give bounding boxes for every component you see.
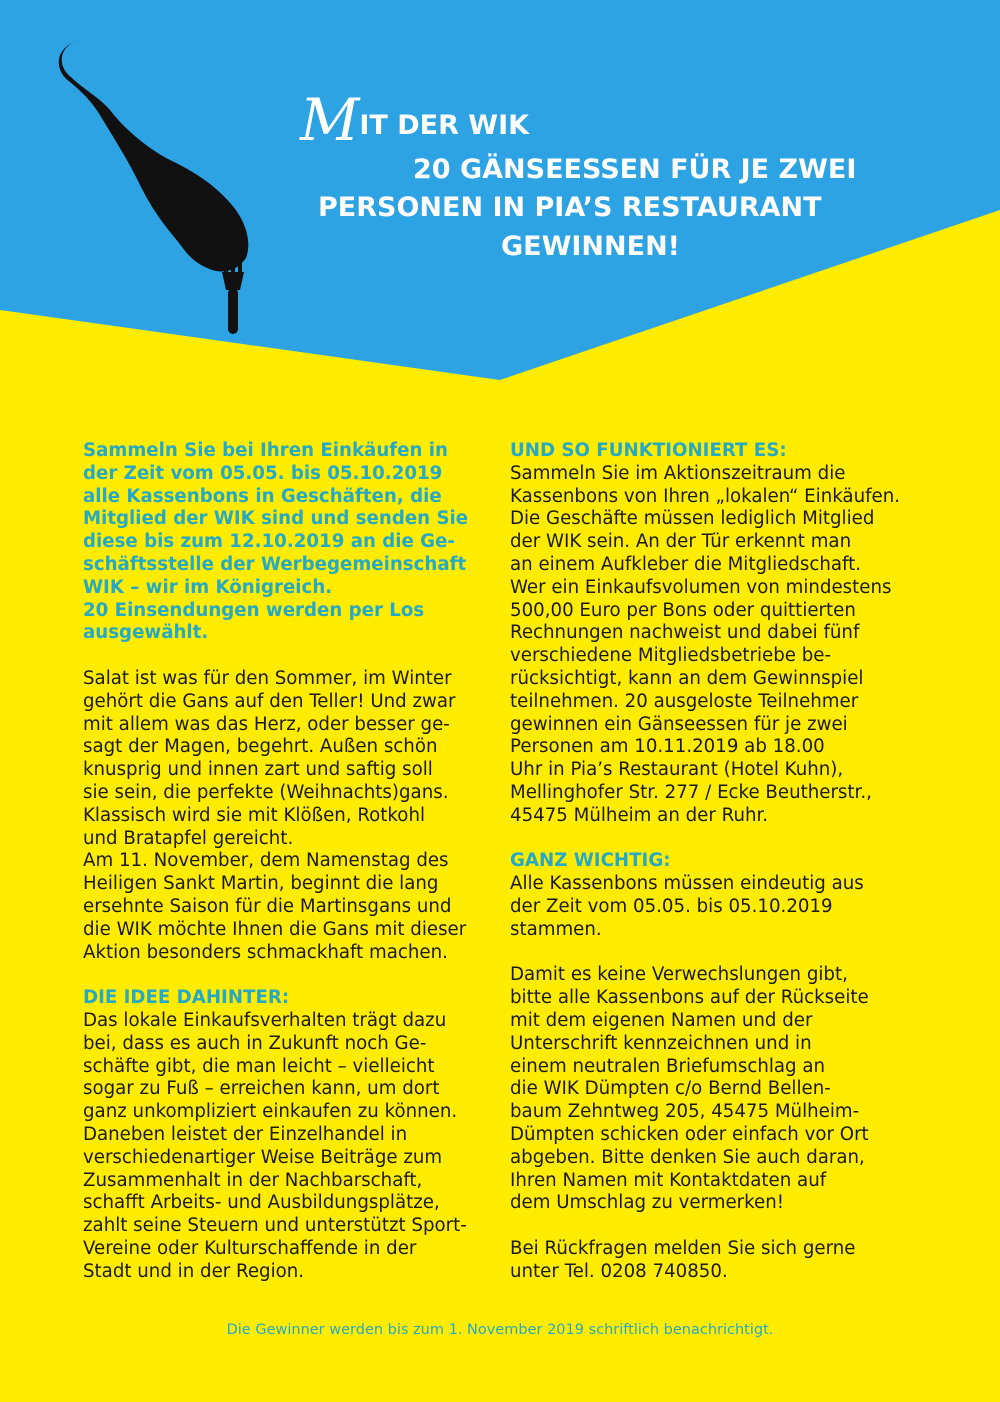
story-line: Am 11. November, dem Namenstag des: [83, 850, 449, 872]
paragraph-spacer: [83, 964, 468, 987]
story-line: sagt der Magen, begehrt. Außen schön: [83, 736, 438, 758]
important-line: Alle Kassenbons müssen eindeutig aus: [510, 873, 864, 895]
idea-line: Stadt und in der Region.: [83, 1260, 305, 1282]
intro-line: Sammeln Sie bei Ihren Einkäufen in: [83, 440, 448, 461]
idea-line: verschiedenartiger Weise Beiträge zum: [83, 1146, 443, 1168]
contact-line: unter Tel. 0208 740850.: [510, 1260, 728, 1282]
section-heading-important: GANZ WICHTIG:: [510, 850, 671, 872]
how-line: Uhr in Pia’s Restaurant (Hotel Kuhn),: [510, 759, 844, 781]
intro-line: schäftsstelle der Werbegemeinschaft: [83, 553, 467, 575]
how-line: Kassenbons von Ihren „lokalen“ Einkäufen.: [510, 485, 901, 507]
how-line: 45475 Mülheim an der Ruhr.: [510, 804, 769, 826]
paragraph-spacer: [510, 828, 900, 851]
how-line: 500,00 Euro per Bons oder quittierten: [510, 599, 856, 621]
headline-initial: M: [300, 86, 360, 154]
mixup-line: einem neutralen Briefumschlag an: [510, 1055, 826, 1077]
story-line: mit allem was das Herz, oder besser ge-: [83, 713, 450, 735]
intro-line: WIK – wir im Königreich.: [83, 576, 333, 598]
important-line: stammen.: [510, 918, 602, 940]
important-line: der Zeit vom 05.05. bis 05.10.2019: [510, 895, 833, 917]
how-line: Personen am 10.11.2019 ab 18.00: [510, 736, 825, 758]
mixup-line: abgeben. Bitte denken Sie auch daran,: [510, 1146, 865, 1168]
idea-line: ganz unkompliziert einkaufen zu können.: [83, 1101, 458, 1123]
how-line: der WIK sein. An der Tür erkennt man: [510, 531, 852, 553]
how-line: Die Geschäfte müssen lediglich Mitglied: [510, 508, 875, 530]
how-line: verschiedene Mitgliedsbetriebe be-: [510, 645, 832, 667]
idea-line: bei, dass es auch in Zukunft noch Ge-: [83, 1032, 427, 1054]
story-line: Salat ist was für den Sommer, im Winter: [83, 667, 452, 689]
idea-line: Vereine oder Kulturschaffende in der: [83, 1237, 417, 1259]
how-line: teilnehmen. 20 ausgeloste Teilnehmer: [510, 690, 859, 712]
headline-line-1: [300, 86, 530, 154]
idea-line: schafft Arbeits- und Ausbildungsplätze,: [83, 1192, 440, 1214]
idea-line: zahlt seine Steuern und unterstützt Sport-: [83, 1215, 467, 1237]
headline-line-3: PERSONEN IN PIA’S RESTAURANT: [318, 192, 822, 223]
story-line: Aktion besonders schmackhaft machen.: [83, 941, 448, 963]
how-line: Wer ein Einkaufsvolumen von mindestens: [510, 576, 892, 598]
mixup-line: Damit es keine Verwechslungen gibt,: [510, 964, 848, 986]
footer-note: Die Gewinner werden bis zum 1. November 2019 schriftlich benachrichtigt.: [226, 1322, 774, 1338]
paragraph-spacer: [510, 1215, 900, 1238]
how-line: an einem Aufkleber die Mitgliedschaft.: [510, 553, 862, 575]
paragraph-spacer: [83, 645, 468, 668]
mixup-line: dem Umschlag zu vermerken!: [510, 1192, 785, 1214]
mixup-line: bitte alle Kassenbons auf der Rückseite: [510, 987, 869, 1009]
how-line: gewinnen ein Gänseessen für je zwei: [510, 713, 848, 735]
intro-line: diese bis zum 12.10.2019 an die Ge-: [83, 531, 455, 553]
left-column: [83, 440, 468, 1283]
story-line: ersehnte Saison für die Martinsgans und: [83, 895, 452, 917]
how-line: Sammeln Sie im Aktionszeitraum die: [510, 462, 846, 484]
how-line: Mellinghofer Str. 277 / Ecke Beutherstr.,: [510, 781, 872, 803]
story-line: und Bratapfel gereicht.: [83, 827, 294, 849]
story-line: Klassisch wird sie mit Klößen, Rotkohl: [83, 804, 426, 826]
intro-line: 20 Einsendungen werden per Los: [83, 599, 425, 621]
section-heading-idea: DIE IDEE DAHINTER:: [83, 987, 290, 1009]
mixup-line: die WIK Dümpten c/o Bernd Bellen-: [510, 1078, 831, 1100]
how-line: rücksichtigt, kann an dem Gewinnspiel: [510, 667, 864, 689]
mixup-line: Ihren Namen mit Kontaktdaten auf: [510, 1169, 827, 1191]
right-column: [510, 440, 900, 1283]
story-line: Heiligen Sankt Martin, beginnt die lang: [83, 873, 439, 895]
intro-line: ausgewählt.: [83, 622, 209, 644]
how-line: Rechnungen nachweist und dabei fünf: [510, 622, 860, 644]
contact-line: Bei Rückfragen melden Sie sich gerne: [510, 1237, 856, 1259]
intro-line: Mitglied der WIK sind und senden Sie: [83, 508, 469, 530]
mixup-line: Dümpten schicken oder einfach vor Ort: [510, 1123, 869, 1145]
intro-line: alle Kassenbons in Geschäften, die: [83, 485, 442, 507]
headline-line-1-text: IT DER WIK: [359, 110, 530, 141]
story-line: die WIK möchte Ihnen die Gans mit dieser: [83, 918, 467, 940]
mixup-line: mit dem eigenen Namen und der: [510, 1009, 813, 1031]
idea-line: sogar zu Fuß – erreichen kann, um dort: [83, 1078, 440, 1100]
story-line: gehört die Gans auf den Teller! Und zwar: [83, 690, 456, 712]
section-heading-how: UND SO FUNKTIONIERT ES:: [510, 440, 787, 461]
idea-line: Zusammenhalt in der Nachbarschaft,: [83, 1169, 423, 1191]
headline-line-2: 20 GÄNSEESSEN FÜR JE ZWEI: [413, 154, 857, 185]
mixup-line: Unterschrift kennzeichnen und in: [510, 1032, 812, 1054]
story-line: sie sein, die perfekte (Weihnachts)gans.: [83, 781, 449, 803]
idea-line: Das lokale Einkaufsverhalten trägt dazu: [83, 1009, 447, 1031]
idea-line: Daneben leistet der Einzelhandel in: [83, 1123, 408, 1145]
headline-line-4: GEWINNEN!: [501, 231, 680, 262]
intro-line: der Zeit vom 05.05. bis 05.10.2019: [83, 462, 443, 484]
paragraph-spacer: [510, 942, 900, 965]
mixup-line: baum Zehntweg 205, 45475 Mülheim-: [510, 1101, 860, 1123]
idea-line: schäfte gibt, die man leicht – vielleicht: [83, 1055, 435, 1077]
story-line: knusprig und innen zart und saftig soll: [83, 759, 433, 781]
